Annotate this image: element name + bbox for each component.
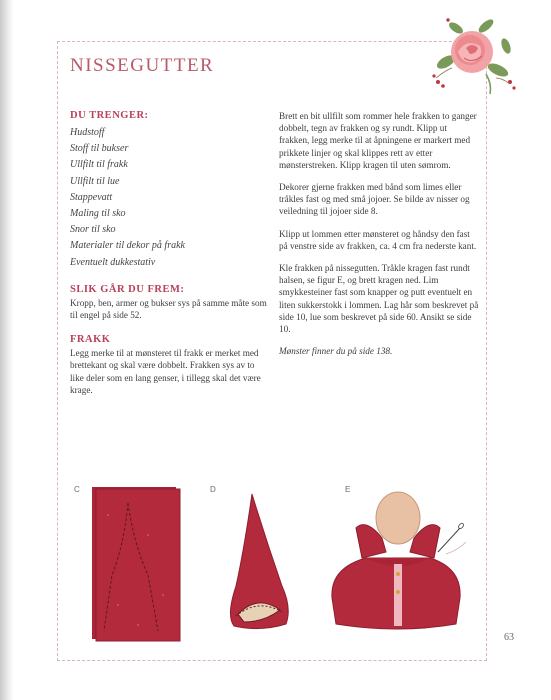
list-item: Materialer til dekor på frakk [70,240,185,252]
page-title: NISSEGUTTER [70,55,215,76]
instruction-paragraph: Dekorer gjerne frakken med bånd som limes eller tråkles fast og med små jojoer. Se bilde av nisser og veiledning til jojoer side 8. [279,182,470,217]
folded-felt-illustration [88,485,182,645]
page-shadow [0,0,14,700]
figure-label-d: D [210,485,216,494]
figure-label-c: C [74,485,80,494]
list-item: Eventuelt dukkestativ [70,256,156,268]
list-item: Ullfilt til lue [70,175,120,187]
list-item: Hudstoff [70,127,105,138]
hat-illustration [224,490,294,632]
list-item: Stoff til bukser [70,143,129,155]
instruction-paragraph: Brett en bit ullfilt som rommer hele frakken to ganger dobbelt, tegn av frakken og sy rundt. Klipp ut frakken, legg merke til at åpningene er markert med prikkete linjer og skal klippes rett av etter mønsterstreken. Klipp kragen til uten sømrom. [279,111,477,170]
figure-label-e: E [345,485,351,494]
materials-heading: DU TRENGER: [70,110,149,121]
right-column [279,110,479,357]
procedure-text: Kropp, ben, armer og bukser sys på samme måte som til engel på side 52. [70,297,267,321]
left-column [70,110,270,396]
coat-text: Legg merke til at mønsteret til frakk er merket med brettekant og skal være dobbelt. Frakken sys av to like deler som en lang genser, i tillegg skal det være krage. [70,348,261,395]
materials-list [70,125,270,271]
list-item: Maling til sko [70,208,126,220]
list-item: Ullfilt til frakk [70,159,128,171]
page-number: 63 [504,632,514,643]
pattern-note: Mønster finner du på side 138. [279,346,393,357]
coat-heading: FRAKK [70,334,111,346]
rose-illustration [426,12,518,98]
instruction-paragraph: Kle frakken på nissegutten. Tråkle kragen fast rundt halsen, se figur E, og brett kragen ned. Lim smykkesteiner fast som knapper og putt eventuelt en liten sukkerstokk i lommen. Lag hår som beskrevet på side 10, lue som beskrevet på side 60. Ansikt se side 10. [279,263,479,335]
procedure-heading: SLIK GÅR DU FREM: [70,283,185,295]
instruction-paragraph: Klipp ut lommen etter mønsteret og håndsy den fast på venstre side av frakken, ca. 4 cm fra nederste kant. [279,228,477,251]
list-item: Stappevatt [70,191,113,203]
list-item: Snor til sko [70,224,116,236]
coat-illustration [326,488,476,638]
